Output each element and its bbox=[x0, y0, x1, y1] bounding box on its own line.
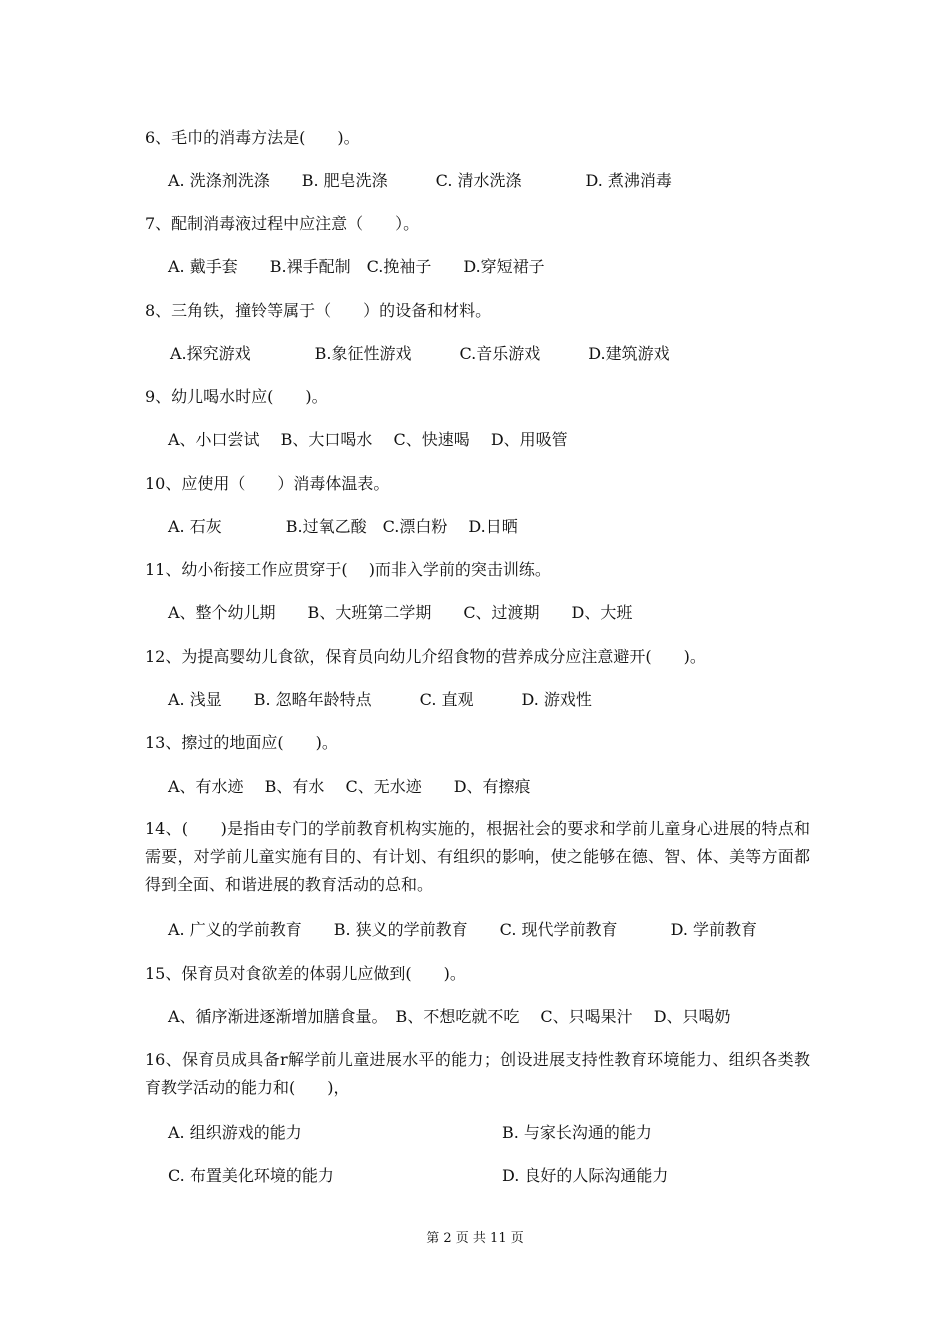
question-11-options: A、整个幼儿期 B、大班第二学期 C、过渡期 D、大班 bbox=[168, 603, 633, 622]
question-10-stem: 10、应使用（ ）消毒体温表。 bbox=[145, 474, 390, 493]
question-16-stem: 16、保育员成具备r解学前儿童进展水平的能力；创设进展支持性教育环境能力、组织各类教育教学活动的能力和( )， bbox=[145, 1050, 810, 1097]
question-12-stem: 12、为提高婴幼儿食欲，保育员向幼儿介绍食物的营养成分应注意避开( )。 bbox=[145, 647, 706, 666]
question-7-options: A. 戴手套 B.裸手配制 C.挽袖子 D.穿短裙子 bbox=[168, 257, 545, 276]
question-16-option-d: D. 良好的人际沟通能力 bbox=[502, 1166, 669, 1185]
question-6-options: A. 洗涤剂洗涤 B. 肥皂洗涤 C. 清水洗涤 D. 煮沸消毒 bbox=[168, 171, 672, 190]
question-6-stem: 6、毛巾的消毒方法是( )。 bbox=[145, 128, 360, 147]
question-9-options: A、小口尝试 B、大口喝水 C、快速喝 D、用吸管 bbox=[168, 430, 568, 449]
question-14-options: A. 广义的学前教育 B. 狭义的学前教育 C. 现代学前教育 D. 学前教育 bbox=[168, 920, 758, 939]
question-16-option-a: A. 组织游戏的能力 bbox=[168, 1123, 302, 1142]
page-number-footer: 第 2 页 共 11 页 bbox=[426, 1231, 524, 1246]
question-16-option-b: B. 与家长沟通的能力 bbox=[502, 1123, 652, 1142]
question-15-options: A、循序渐进逐渐增加膳食量。 B、不想吃就不吃 C、只喝果汁 D、只喝奶 bbox=[168, 1007, 731, 1026]
question-11-stem: 11、幼小衔接工作应贯穿于( )而非入学前的突击训练。 bbox=[145, 560, 551, 579]
question-8-stem: 8、三角铁，撞铃等属于（ ）的设备和材料。 bbox=[145, 301, 492, 320]
question-15-stem: 15、保育员对食欲差的体弱儿应做到( )。 bbox=[145, 964, 466, 983]
question-13-options: A、有水迹 B、有水 C、无水迹 D、有擦痕 bbox=[168, 777, 531, 796]
question-14-stem: 14、( )是指由专门的学前教育机构实施的，根据社会的要求和学前儿童身心进展的特点和需要，对学前儿童实施有目的、有计划、有组织的影响，使之能够在德、智、体、美等方面都得到全面、和谐进展的教育活动的总和。 bbox=[145, 819, 810, 894]
question-9-stem: 9、幼儿喝水时应( )。 bbox=[145, 387, 328, 406]
question-13-stem: 13、擦过的地面应( )。 bbox=[145, 733, 338, 752]
question-16-option-c: C. 布置美化环境的能力 bbox=[168, 1166, 334, 1185]
question-12-options: A. 浅显 B. 忽略年龄特点 C. 直观 D. 游戏性 bbox=[168, 690, 592, 709]
question-8-options: A.探究游戏 B.象征性游戏 C.音乐游戏 D.建筑游戏 bbox=[170, 344, 670, 363]
question-10-options: A. 石灰 B.过氧乙酸 C.漂白粉 D.日晒 bbox=[168, 517, 518, 536]
question-7-stem: 7、配制消毒液过程中应注意（ ）。 bbox=[145, 214, 420, 233]
